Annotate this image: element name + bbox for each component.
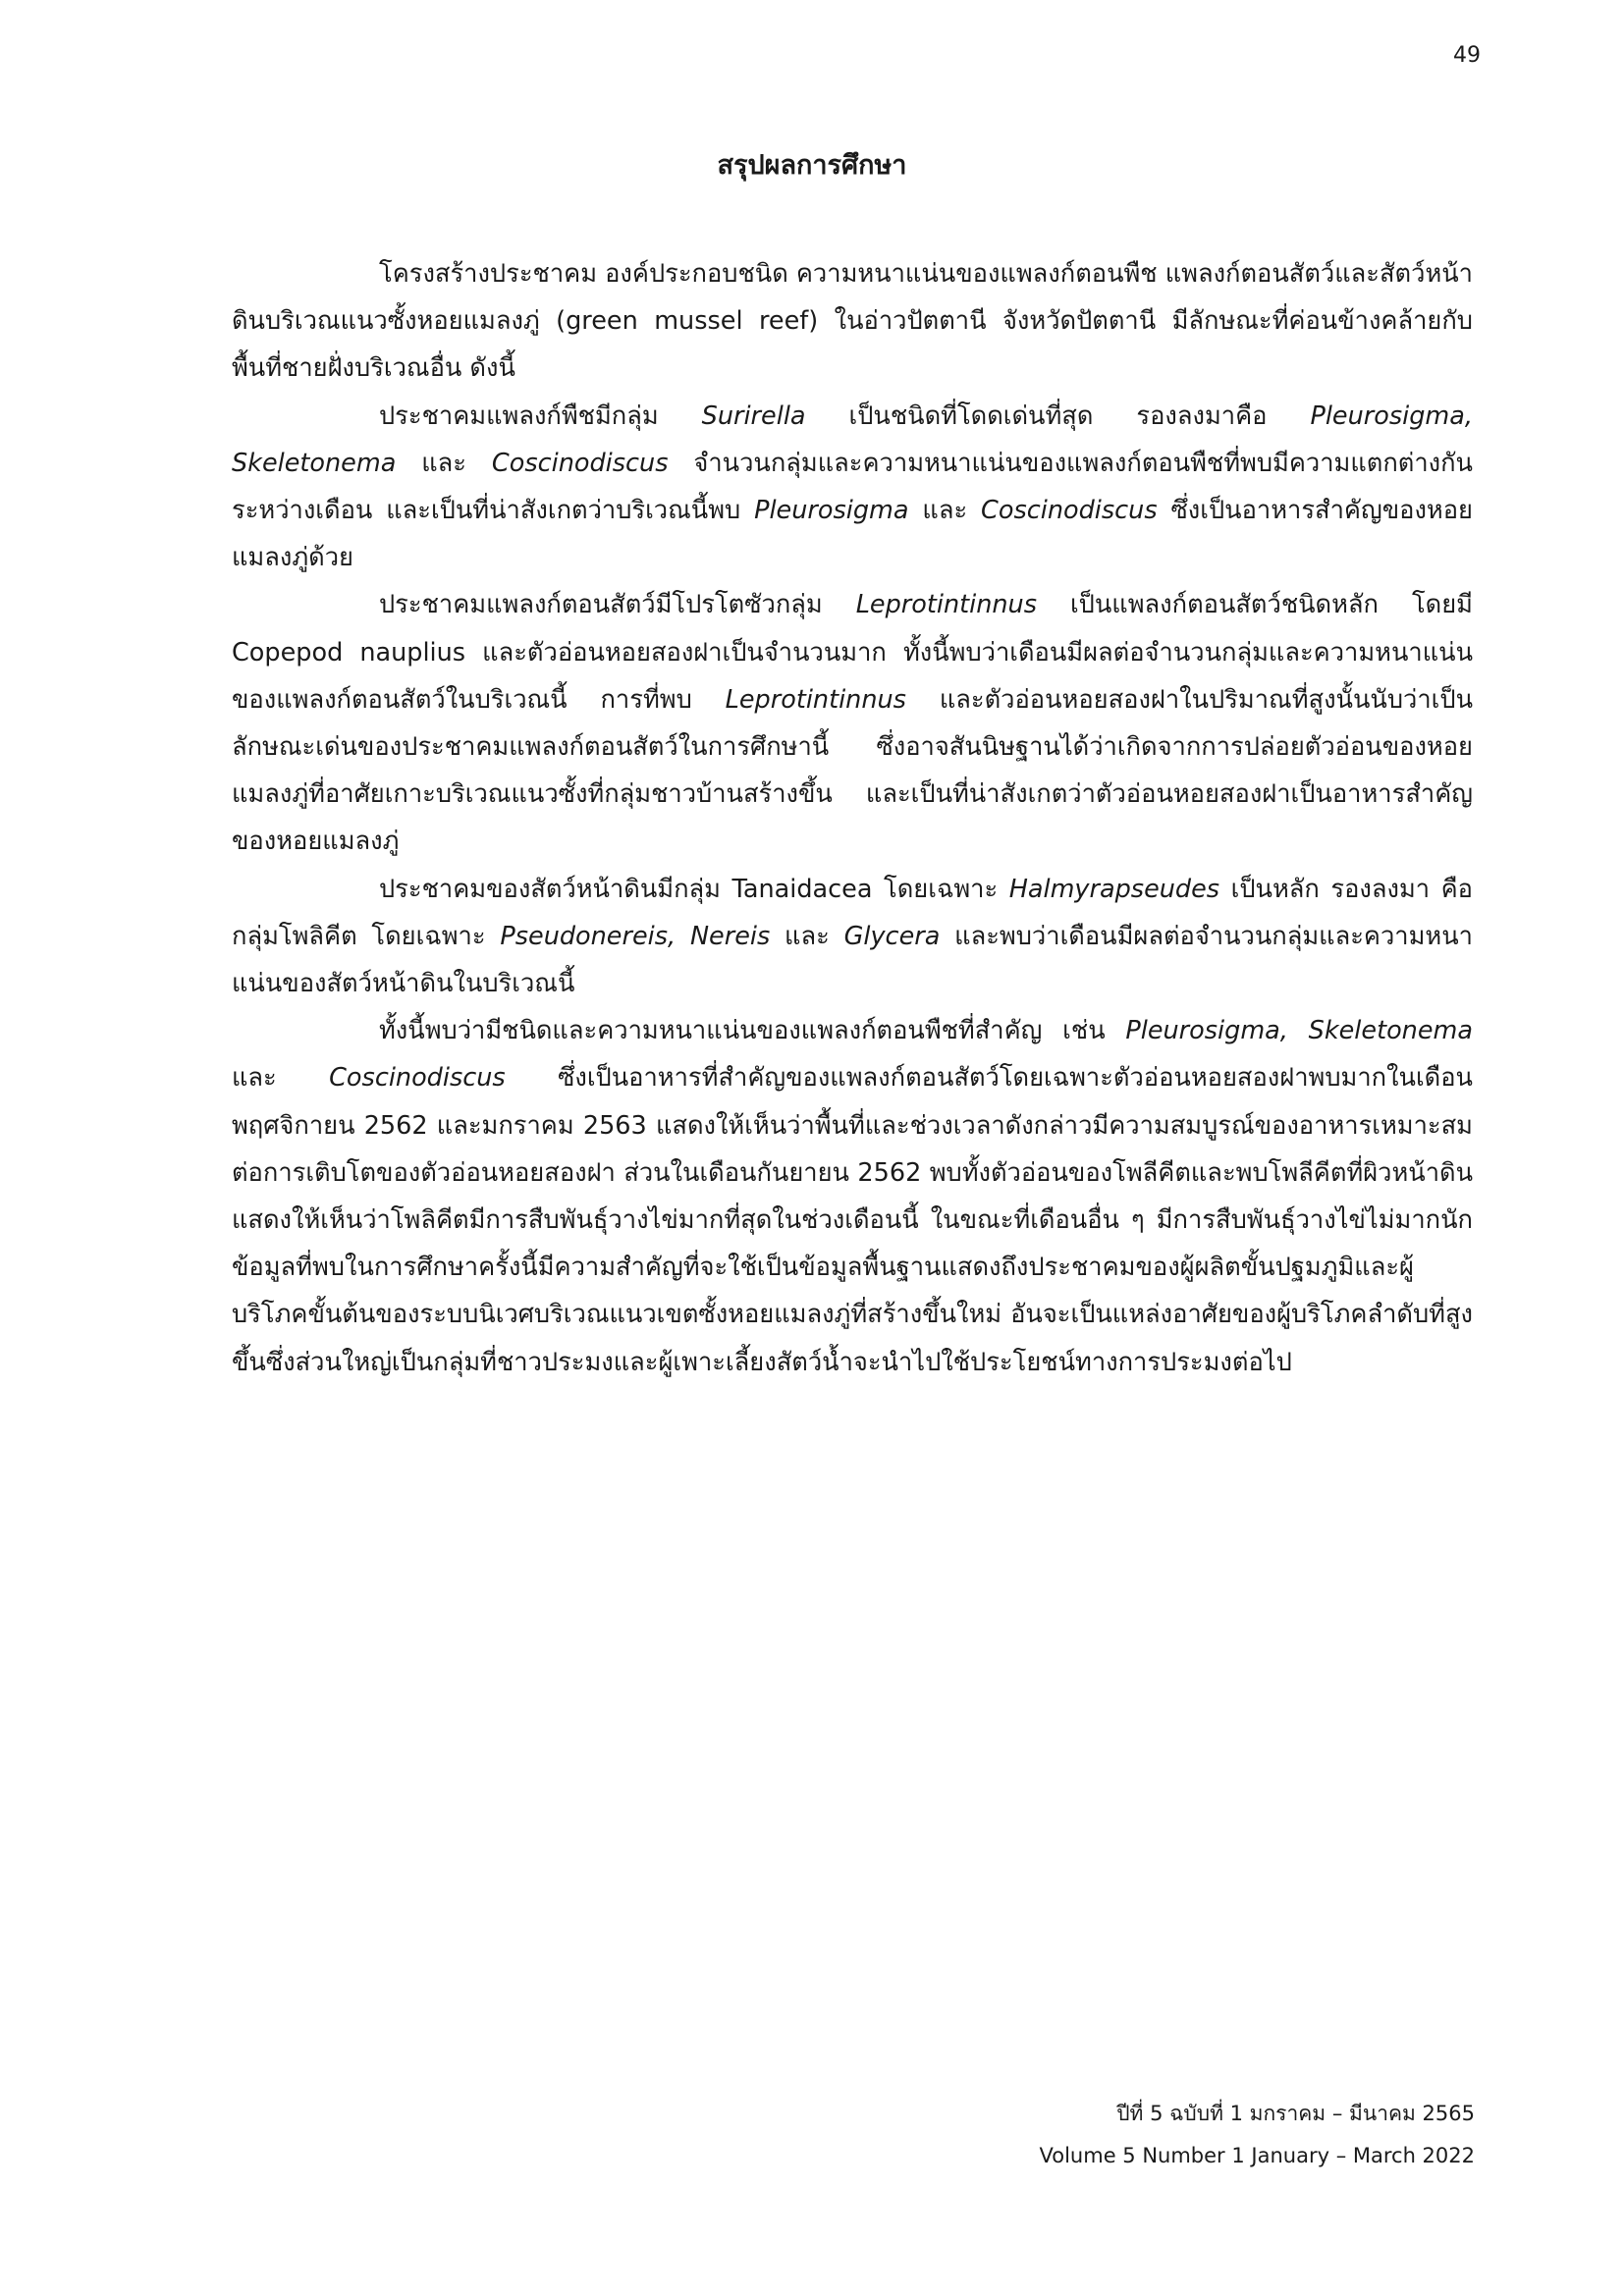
text-run: และ xyxy=(770,921,844,951)
paragraph xyxy=(232,866,1473,1008)
text-run: ซึ่งเป็นอาหารที่สำคัญของแพลงก์ตอนสัตว์โดยเฉพาะตัวอ่อนหอยสองฝาพบมากในเดือนพฤศจิกายน 2562 และมกราคม 2563 แสดงให้เห็นว่าพื้นที่และช่วงเวลาดังกล่าวมีความสมบูรณ์ของอาหารเหมาะสมต่อการเติบโตของตัวอ่อนหอยสองฝา ส่วนในเดือนกันยายน 2562 พบทั้งตัวอ่อนของโพลีคีตและพบโพลีคีตที่ผิวหน้าดิน แสดงให้เห็นว่าโพลิคีตมีการสืบพันธุ์วางไข่มากที่สุดในช่วงเดือนนี้ ในขณะที่เดือนอื่น ๆ มีการสืบพันธุ์วางไข่ไม่มากนัก ข้อมูลที่พบในการศึกษาครั้งนี้มีความสำคัญที่จะใช้เป็นข้อมูลพื้นฐานแสดงถึงประชาคมของผู้ผลิตขั้นปฐมภูมิและผู้บริโภคขั้นต้นของระบบนิเวศบริเวณแนวเขตซั้งหอยแมลงภู่ที่สร้างขึ้นใหม่ อันจะเป็นแหล่งอาศัยของผู้บริโภคลำดับที่สูงขึ้นซึ่งส่วนใหญ่เป็นกลุ่มที่ชาวประมงและผู้เพาะเลี้ยงสัตว์น้ำจะนำไปใช้ประโยชน์ทางการประมงต่อไป xyxy=(232,1063,1473,1377)
section-title: สรุปผลการศึกษา xyxy=(717,150,907,181)
text-run: โครงสร้างประชาคม องค์ประกอบชนิด ความหนาแน่นของแพลงก์ตอนพืช แพลงก์ตอนสัตว์และสัตว์หน้าดินบริเวณแนวซั้งหอยแมลงภู่ (green mussel reef) ในอ่าวปัตตานี จังหวัดปัตตานี มีลักษณะที่ค่อนข้างคล้ายกับพื้นที่ชายฝั่งบริเวณอื่น ดังนี้ xyxy=(232,259,1473,384)
italic-taxon: Pleurosigma xyxy=(754,496,909,526)
paragraph xyxy=(232,393,1473,582)
italic-taxon: Pleurosigma, Skeletonema xyxy=(1125,1016,1473,1046)
italic-taxon: Halmyrapseudes xyxy=(1008,874,1220,904)
footer-english-issue: Volume 5 Number 1 January – March 2022 xyxy=(1039,2144,1475,2167)
journal-footer xyxy=(1040,2093,1475,2177)
italic-taxon: Leprotintinnus xyxy=(855,590,1037,620)
italic-taxon: Glycera xyxy=(843,921,941,951)
text-run: ประชาคมแพลงก์พืชมีกลุ่ม xyxy=(379,400,702,431)
italic-taxon: Coscinodiscus xyxy=(329,1063,506,1094)
text-run: และ xyxy=(908,496,982,526)
body-text xyxy=(232,250,1473,1386)
text-run: ประชาคมของสัตว์หน้าดินมีกลุ่ม Tanaidacea โดยเฉพาะ xyxy=(379,874,1009,904)
paragraph xyxy=(232,581,1473,865)
italic-taxon: Leprotintinnus xyxy=(725,684,906,715)
text-run: จำนวนกลุ่มและความหนาแน่นของแพลงก์ตอนพืชที่พบมีความแตกต่างกันระหว่างเดือน และเป็นที่น่าสังเกตว่าบริเวณนี้พบ xyxy=(232,448,1473,526)
text-run: เป็นชนิดที่โดดเด่นที่สุด รองลงมาคือ xyxy=(805,400,1311,431)
italic-taxon: Coscinodiscus xyxy=(491,448,669,478)
text-run: และ xyxy=(232,1063,330,1094)
text-run: เป็นหลัก รองลงมา คือ กลุ่มโพลิคีต โดยเฉพาะ xyxy=(232,874,1473,951)
page-number: 49 xyxy=(1453,43,1481,68)
text-run: และตัวอ่อนหอยสองฝาในปริมาณที่สูงนั้นนับว่าเป็นลักษณะเด่นของประชาคมแพลงก์ตอนสัตว์ในการศึกษานี้ ซึ่งอาจสันนิษฐานได้ว่าเกิดจากการปล่อยตัวอ่อนของหอยแมลงภู่ที่อาศัยเกาะบริเวณแนวซั้งที่กลุ่มชาวบ้านสร้างขึ้น และเป็นที่น่าสังเกตว่าตัวอ่อนหอยสองฝาเป็นอาหารสำคัญของหอยแมลงภู่ xyxy=(232,684,1473,857)
text-run: ประชาคมแพลงก์ตอนสัตว์มีโปรโตซัวกลุ่ม xyxy=(379,590,856,620)
footer-thai-issue: ปีที่ 5 ฉบับที่ 1 มกราคม – มีนาคม 2565 xyxy=(1116,2102,1475,2125)
italic-taxon: Coscinodiscus xyxy=(981,496,1158,526)
text-run: และพบว่าเดือนมีผลต่อจำนวนกลุ่มและความหนาแน่นของสัตว์หน้าดินในบริเวณนี้ xyxy=(232,921,1473,999)
italic-taxon: Pseudonereis, Nereis xyxy=(500,921,771,951)
italic-taxon: Surirella xyxy=(701,400,806,431)
text-run: และ xyxy=(396,448,492,478)
text-run: เป็นแพลงก์ตอนสัตว์ชนิดหลัก โดยมี Copepod nauplius และตัวอ่อนหอยสองฝาเป็นจำนวนมาก ทั้งนี้พบว่าเดือนมีผลต่อจำนวนกลุ่มและความหนาแน่นของแพลงก์ตอนสัตว์ในบริเวณนี้ การที่พบ xyxy=(232,590,1473,715)
text-run: ซึ่งเป็นอาหารสำคัญของหอยแมลงภู่ด้วย xyxy=(232,496,1473,573)
paragraph xyxy=(232,1007,1473,1386)
paragraph xyxy=(232,250,1473,393)
text-run: ทั้งนี้พบว่ามีชนิดและความหนาแน่นของแพลงก์ตอนพืชที่สำคัญ เช่น xyxy=(379,1016,1126,1046)
italic-taxon: Pleurosigma, Skeletonema xyxy=(232,400,1473,478)
